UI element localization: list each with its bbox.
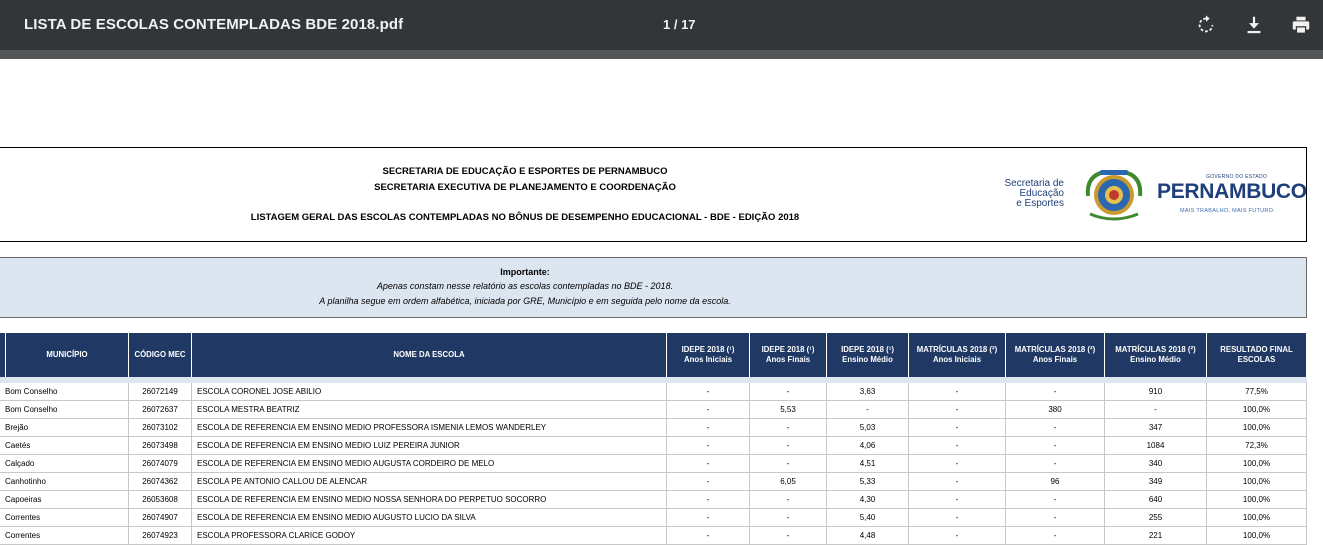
codigo-cell: 26074907 [129, 509, 192, 527]
municipio-cell: Correntes [0, 509, 129, 527]
rotate-icon[interactable] [1195, 14, 1217, 36]
column-header: MATRÍCULAS 2018 (²) Anos Iniciais [909, 333, 1006, 377]
value-cell: - [1006, 419, 1105, 437]
value-cell: - [667, 401, 750, 419]
table-row [0, 491, 1307, 509]
value-cell: - [667, 419, 750, 437]
value-cell: 340 [1105, 455, 1207, 473]
value-cell: 4,51 [827, 455, 909, 473]
value-cell: - [1105, 401, 1207, 419]
table-row [0, 527, 1307, 545]
toolbar-bottom-strip [0, 50, 1323, 59]
value-cell: - [1006, 383, 1105, 401]
value-cell: - [1006, 437, 1105, 455]
note-line-2: A planilha segue em ordem alfabética, iniciada por GRE, Município e em seguida pelo nome da escola. [319, 296, 731, 306]
value-cell: - [667, 437, 750, 455]
result-cell: 100,0% [1207, 527, 1307, 545]
table-row [0, 383, 1307, 401]
value-cell: 4,48 [827, 527, 909, 545]
pernambuco-logo-text: PERNAMBUCO [1157, 180, 1307, 203]
value-cell: 5,33 [827, 473, 909, 491]
value-cell: 221 [1105, 527, 1207, 545]
value-cell: 640 [1105, 491, 1207, 509]
table-row [0, 455, 1307, 473]
table-row [0, 419, 1307, 437]
table-row [0, 401, 1307, 419]
value-cell: 4,30 [827, 491, 909, 509]
secretaria-logo-line: Educação [1019, 188, 1064, 199]
value-cell: 5,03 [827, 419, 909, 437]
municipio-cell: Brejão [0, 419, 129, 437]
download-icon[interactable] [1243, 14, 1265, 36]
value-cell: - [750, 527, 827, 545]
codigo-cell: 26074923 [129, 527, 192, 545]
header-line-3: LISTAGEM GERAL DAS ESCOLAS CONTEMPLADAS NO BÔNUS DE DESEMPENHO EDUCACIONAL - BDE - EDIÇÃO 2018 [250, 212, 800, 223]
value-cell: - [827, 401, 909, 419]
codigo-cell: 26073498 [129, 437, 192, 455]
header-line-2: SECRETARIA EXECUTIVA DE PLANEJAMENTO E COORDENAÇÃO [374, 182, 676, 193]
codigo-cell: 26072637 [129, 401, 192, 419]
result-cell: 100,0% [1207, 455, 1307, 473]
page-indicator[interactable]: 1 / 17 [663, 17, 696, 32]
value-cell: 910 [1105, 383, 1207, 401]
column-header: NOME DA ESCOLA [192, 333, 667, 377]
value-cell: - [750, 509, 827, 527]
municipio-cell: Bom Conselho [0, 401, 129, 419]
municipio-cell: Calçado [0, 455, 129, 473]
value-cell: 3,63 [827, 383, 909, 401]
value-cell: 1084 [1105, 437, 1207, 455]
governo-label: GOVERNO DO ESTADO [1206, 174, 1268, 180]
value-cell: - [667, 455, 750, 473]
escola-cell: ESCOLA DE REFERENCIA EM ENSINO MEDIO LUIZ PEREIRA JUNIOR [192, 437, 667, 455]
government-motto: MAIS TRABALHO, MAIS FUTURO. [1180, 208, 1276, 214]
escola-cell: ESCOLA DE REFERENCIA EM ENSINO MEDIO AUGUSTO LUCIO DA SILVA [192, 509, 667, 527]
column-header: MATRÍCULAS 2018 (²) Ensino Médio [1105, 333, 1207, 377]
note-title: Importante: [500, 267, 550, 277]
value-cell: - [909, 437, 1006, 455]
value-cell: 4,06 [827, 437, 909, 455]
value-cell: 6,05 [750, 473, 827, 491]
escola-cell: ESCOLA MESTRA BEATRIZ [192, 401, 667, 419]
print-icon[interactable] [1290, 14, 1312, 36]
column-header: MATRÍCULAS 2018 (²) Anos Finais [1006, 333, 1105, 377]
value-cell: - [750, 383, 827, 401]
result-cell: 100,0% [1207, 419, 1307, 437]
municipio-cell: Correntes [0, 527, 129, 545]
table-row [0, 437, 1307, 455]
value-cell: - [909, 473, 1006, 491]
codigo-cell: 26073102 [129, 419, 192, 437]
result-cell: 72,3% [1207, 437, 1307, 455]
column-header: IDEPE 2018 (¹) Anos Iniciais [667, 333, 750, 377]
column-header: CÓDIGO MEC [129, 333, 192, 377]
value-cell: 349 [1105, 473, 1207, 491]
result-cell: 100,0% [1207, 401, 1307, 419]
escola-cell: ESCOLA DE REFERENCIA EM ENSINO MEDIO NOSSA SENHORA DO PERPETUO SOCORRO [192, 491, 667, 509]
column-header: MUNICÍPIO [6, 333, 129, 377]
value-cell: 5,40 [827, 509, 909, 527]
value-cell: - [1006, 455, 1105, 473]
value-cell: - [909, 455, 1006, 473]
value-cell: - [750, 455, 827, 473]
municipio-cell: Caetés [0, 437, 129, 455]
municipio-cell: Bom Conselho [0, 383, 129, 401]
value-cell: - [1006, 509, 1105, 527]
codigo-cell: 26072149 [129, 383, 192, 401]
column-header: IDEPE 2018 (¹) Anos Finais [750, 333, 827, 377]
value-cell: - [909, 401, 1006, 419]
table-row [0, 473, 1307, 491]
secretaria-logo [994, 179, 1064, 209]
header-line-1: SECRETARIA DE EDUCAÇÃO E ESPORTES DE PERNAMBUCO [382, 166, 668, 177]
escola-cell: ESCOLA PROFESSORA CLARICE GODOY [192, 527, 667, 545]
municipio-cell: Canhotinho [0, 473, 129, 491]
value-cell: 347 [1105, 419, 1207, 437]
column-header: RESULTADO FINAL ESCOLAS [1207, 333, 1307, 377]
value-cell: - [1006, 491, 1105, 509]
municipio-cell: Capoeiras [0, 491, 129, 509]
escola-cell: ESCOLA CORONEL JOSE ABILIO [192, 383, 667, 401]
value-cell: - [667, 527, 750, 545]
value-cell: 380 [1006, 401, 1105, 419]
table-header [0, 333, 1307, 377]
result-cell: 100,0% [1207, 491, 1307, 509]
codigo-cell: 26053608 [129, 491, 192, 509]
value-cell: - [667, 383, 750, 401]
escola-cell: ESCOLA PE ANTONIO CALLOU DE ALENCAR [192, 473, 667, 491]
document-title: LISTA DE ESCOLAS CONTEMPLADAS BDE 2018.pdf [24, 16, 404, 33]
value-cell: - [750, 491, 827, 509]
escola-cell: ESCOLA DE REFERENCIA EM ENSINO MEDIO AUGUSTA CORDEIRO DE MELO [192, 455, 667, 473]
value-cell: - [667, 473, 750, 491]
result-cell: 77,5% [1207, 383, 1307, 401]
column-header: IDEPE 2018 (¹) Ensino Médio [827, 333, 909, 377]
pdf-toolbar [0, 0, 1323, 50]
value-cell: - [1006, 527, 1105, 545]
result-cell: 100,0% [1207, 509, 1307, 527]
codigo-cell: 26074079 [129, 455, 192, 473]
codigo-cell: 26074362 [129, 473, 192, 491]
note-line-1: Apenas constam nesse relatório as escolas contempladas no BDE - 2018. [376, 281, 674, 291]
value-cell: - [909, 527, 1006, 545]
result-cell: 100,0% [1207, 473, 1307, 491]
value-cell: - [909, 383, 1006, 401]
value-cell: - [909, 419, 1006, 437]
value-cell: - [909, 509, 1006, 527]
value-cell: - [667, 491, 750, 509]
value-cell: 5,53 [750, 401, 827, 419]
secretaria-logo-line: Secretaria de [1004, 178, 1064, 189]
table-row [0, 509, 1307, 527]
value-cell: 96 [1006, 473, 1105, 491]
escola-cell: ESCOLA DE REFERENCIA EM ENSINO MEDIO PROFESSORA ISMENIA LEMOS WANDERLEY [192, 419, 667, 437]
pernambuco-crest-icon [1082, 166, 1146, 224]
secretaria-logo-line: e Esportes [1016, 198, 1064, 209]
value-cell: - [750, 419, 827, 437]
value-cell: 255 [1105, 509, 1207, 527]
value-cell: - [750, 437, 827, 455]
value-cell: - [667, 509, 750, 527]
value-cell: - [909, 491, 1006, 509]
